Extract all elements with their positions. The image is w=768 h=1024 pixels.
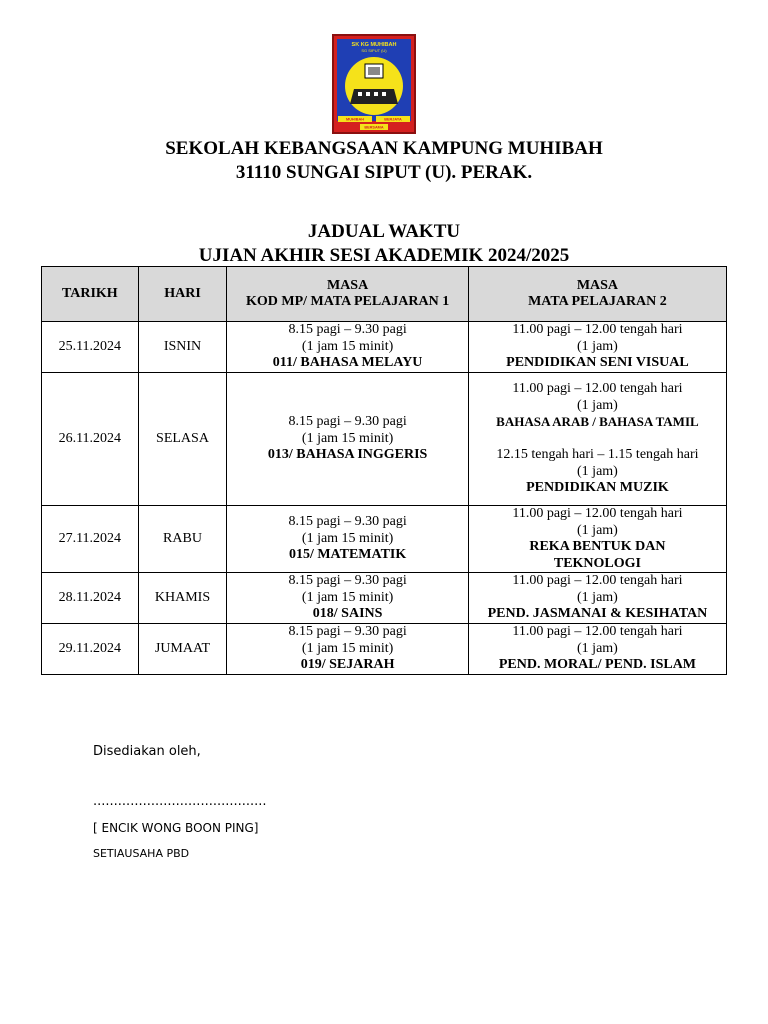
s1-duration: (1 jam 15 minit)	[301, 338, 394, 354]
s1-time: 8.15 pagi – 9.30 pagi	[288, 573, 407, 589]
table-row	[42, 624, 727, 675]
s1-duration: (1 jam 15 minit)	[301, 530, 394, 546]
s2-subject: PEND. JASMANAI & KESIHATAN	[487, 606, 708, 622]
s1-duration: (1 jam 15 minit)	[301, 640, 394, 656]
row-day: RABU	[138, 506, 227, 573]
signatory-role: SETIAUSAHA PBD	[93, 847, 190, 860]
s1-duration: (1 jam 15 minit)	[301, 430, 394, 446]
svg-text:SK KG MUHIBAH: SK KG MUHIBAH	[351, 42, 397, 48]
s1-subject: 011/ BAHASA MELAYU	[272, 355, 423, 371]
s1-time: 8.15 pagi – 9.30 pagi	[288, 624, 407, 640]
s2b-time: 12.15 tengah hari – 1.15 tengah hari	[496, 447, 699, 463]
s2-duration: (1 jam)	[577, 640, 618, 656]
table-row	[42, 506, 727, 573]
row-session-2	[468, 506, 726, 573]
header-s2-time: MASA	[576, 277, 619, 293]
s1-duration: (1 jam 15 minit)	[301, 589, 394, 605]
table-row	[42, 373, 727, 506]
row-date: 28.11.2024	[42, 573, 139, 624]
row-session-2	[468, 373, 726, 506]
row-date: 26.11.2024	[42, 373, 139, 506]
signature-line: ..........................................	[93, 794, 267, 809]
row-day: ISNIN	[138, 322, 227, 373]
spacer	[473, 431, 722, 448]
s2-subject: BAHASA ARAB / BAHASA TAMIL	[496, 414, 699, 430]
header-day: HARI	[138, 267, 227, 322]
header-s2-subject: MATA PELAJARAN 2	[528, 294, 667, 309]
svg-text:BERJAYA: BERJAYA	[384, 117, 402, 122]
row-session-2	[468, 573, 726, 624]
school-name: SEKOLAH KEBANGSAAN KAMPUNG MUHIBAH	[165, 138, 603, 159]
svg-text:SG SIPUT (U): SG SIPUT (U)	[361, 48, 387, 53]
s2-duration: (1 jam)	[577, 338, 618, 354]
s2-duration: (1 jam)	[577, 589, 618, 605]
row-session-1	[227, 506, 469, 573]
s1-time: 8.15 pagi – 9.30 pagi	[288, 414, 407, 430]
row-session-1	[227, 624, 469, 675]
row-date: 29.11.2024	[42, 624, 139, 675]
header-session-2	[468, 267, 726, 322]
row-session-1	[227, 373, 469, 506]
row-date: 25.11.2024	[42, 322, 139, 373]
s2-subject: PEND. MORAL/ PEND. ISLAM	[498, 657, 697, 673]
s2-subject-line1: REKA BENTUK DAN	[529, 539, 666, 554]
document-title: JADUAL WAKTU	[307, 221, 461, 242]
exam-timetable	[41, 266, 727, 675]
svg-text:MUHIBAH: MUHIBAH	[346, 117, 364, 122]
s1-subject: 019/ SEJARAH	[300, 657, 395, 673]
row-session-2	[468, 322, 726, 373]
s1-time: 8.15 pagi – 9.30 pagi	[288, 514, 407, 530]
header-s1-time: MASA	[326, 277, 369, 293]
s2-time: 11.00 pagi – 12.00 tengah hari	[512, 573, 683, 589]
s1-subject: 018/ SAINS	[312, 606, 383, 622]
row-day: SELASA	[138, 373, 227, 506]
s2-subject: PENDIDIKAN SENI VISUAL	[506, 355, 689, 371]
table-row	[42, 573, 727, 624]
row-session-2	[468, 624, 726, 675]
row-session-1	[227, 322, 469, 373]
s2-duration: (1 jam)	[577, 522, 618, 538]
header-s1-subject: KOD MP/ MATA PELAJARAN 1	[245, 294, 450, 309]
s2-time: 11.00 pagi – 12.00 tengah hari	[512, 506, 683, 521]
prepared-by-label: Disediakan oleh,	[93, 744, 201, 759]
row-day: KHAMIS	[138, 573, 227, 624]
s1-subject: 015/ MATEMATIK	[288, 547, 407, 563]
document-subtitle: UJIAN AKHIR SESI AKADEMIK 2024/2025	[198, 245, 570, 266]
table-header-row	[42, 267, 727, 322]
s2-time: 11.00 pagi – 12.00 tengah hari	[512, 624, 683, 640]
s1-time: 8.15 pagi – 9.30 pagi	[288, 322, 407, 338]
signatory-name: [ ENCIK WONG BOON PING]	[93, 821, 259, 835]
s2-time: 11.00 pagi – 12.00 tengah hari	[512, 381, 683, 397]
school-address: 31110 SUNGAI SIPUT (U). PERAK.	[235, 162, 533, 183]
s1-subject: 013/ BAHASA INGGERIS	[267, 447, 428, 463]
row-day: JUMAAT	[138, 624, 227, 675]
s2-time: 11.00 pagi – 12.00 tengah hari	[512, 322, 683, 338]
s2-duration: (1 jam)	[577, 397, 618, 413]
row-date: 27.11.2024	[42, 506, 139, 573]
table-row	[42, 322, 727, 373]
school-logo	[332, 34, 416, 134]
s2-subject-line2: TEKNOLOGI	[553, 555, 641, 571]
svg-text:BERSAMA: BERSAMA	[364, 125, 384, 130]
header-date: TARIKH	[42, 267, 139, 322]
header-session-1	[227, 267, 469, 322]
s2b-subject: PENDIDIKAN MUZIK	[526, 480, 669, 496]
row-session-1	[227, 573, 469, 624]
s2b-duration: (1 jam)	[577, 463, 618, 479]
